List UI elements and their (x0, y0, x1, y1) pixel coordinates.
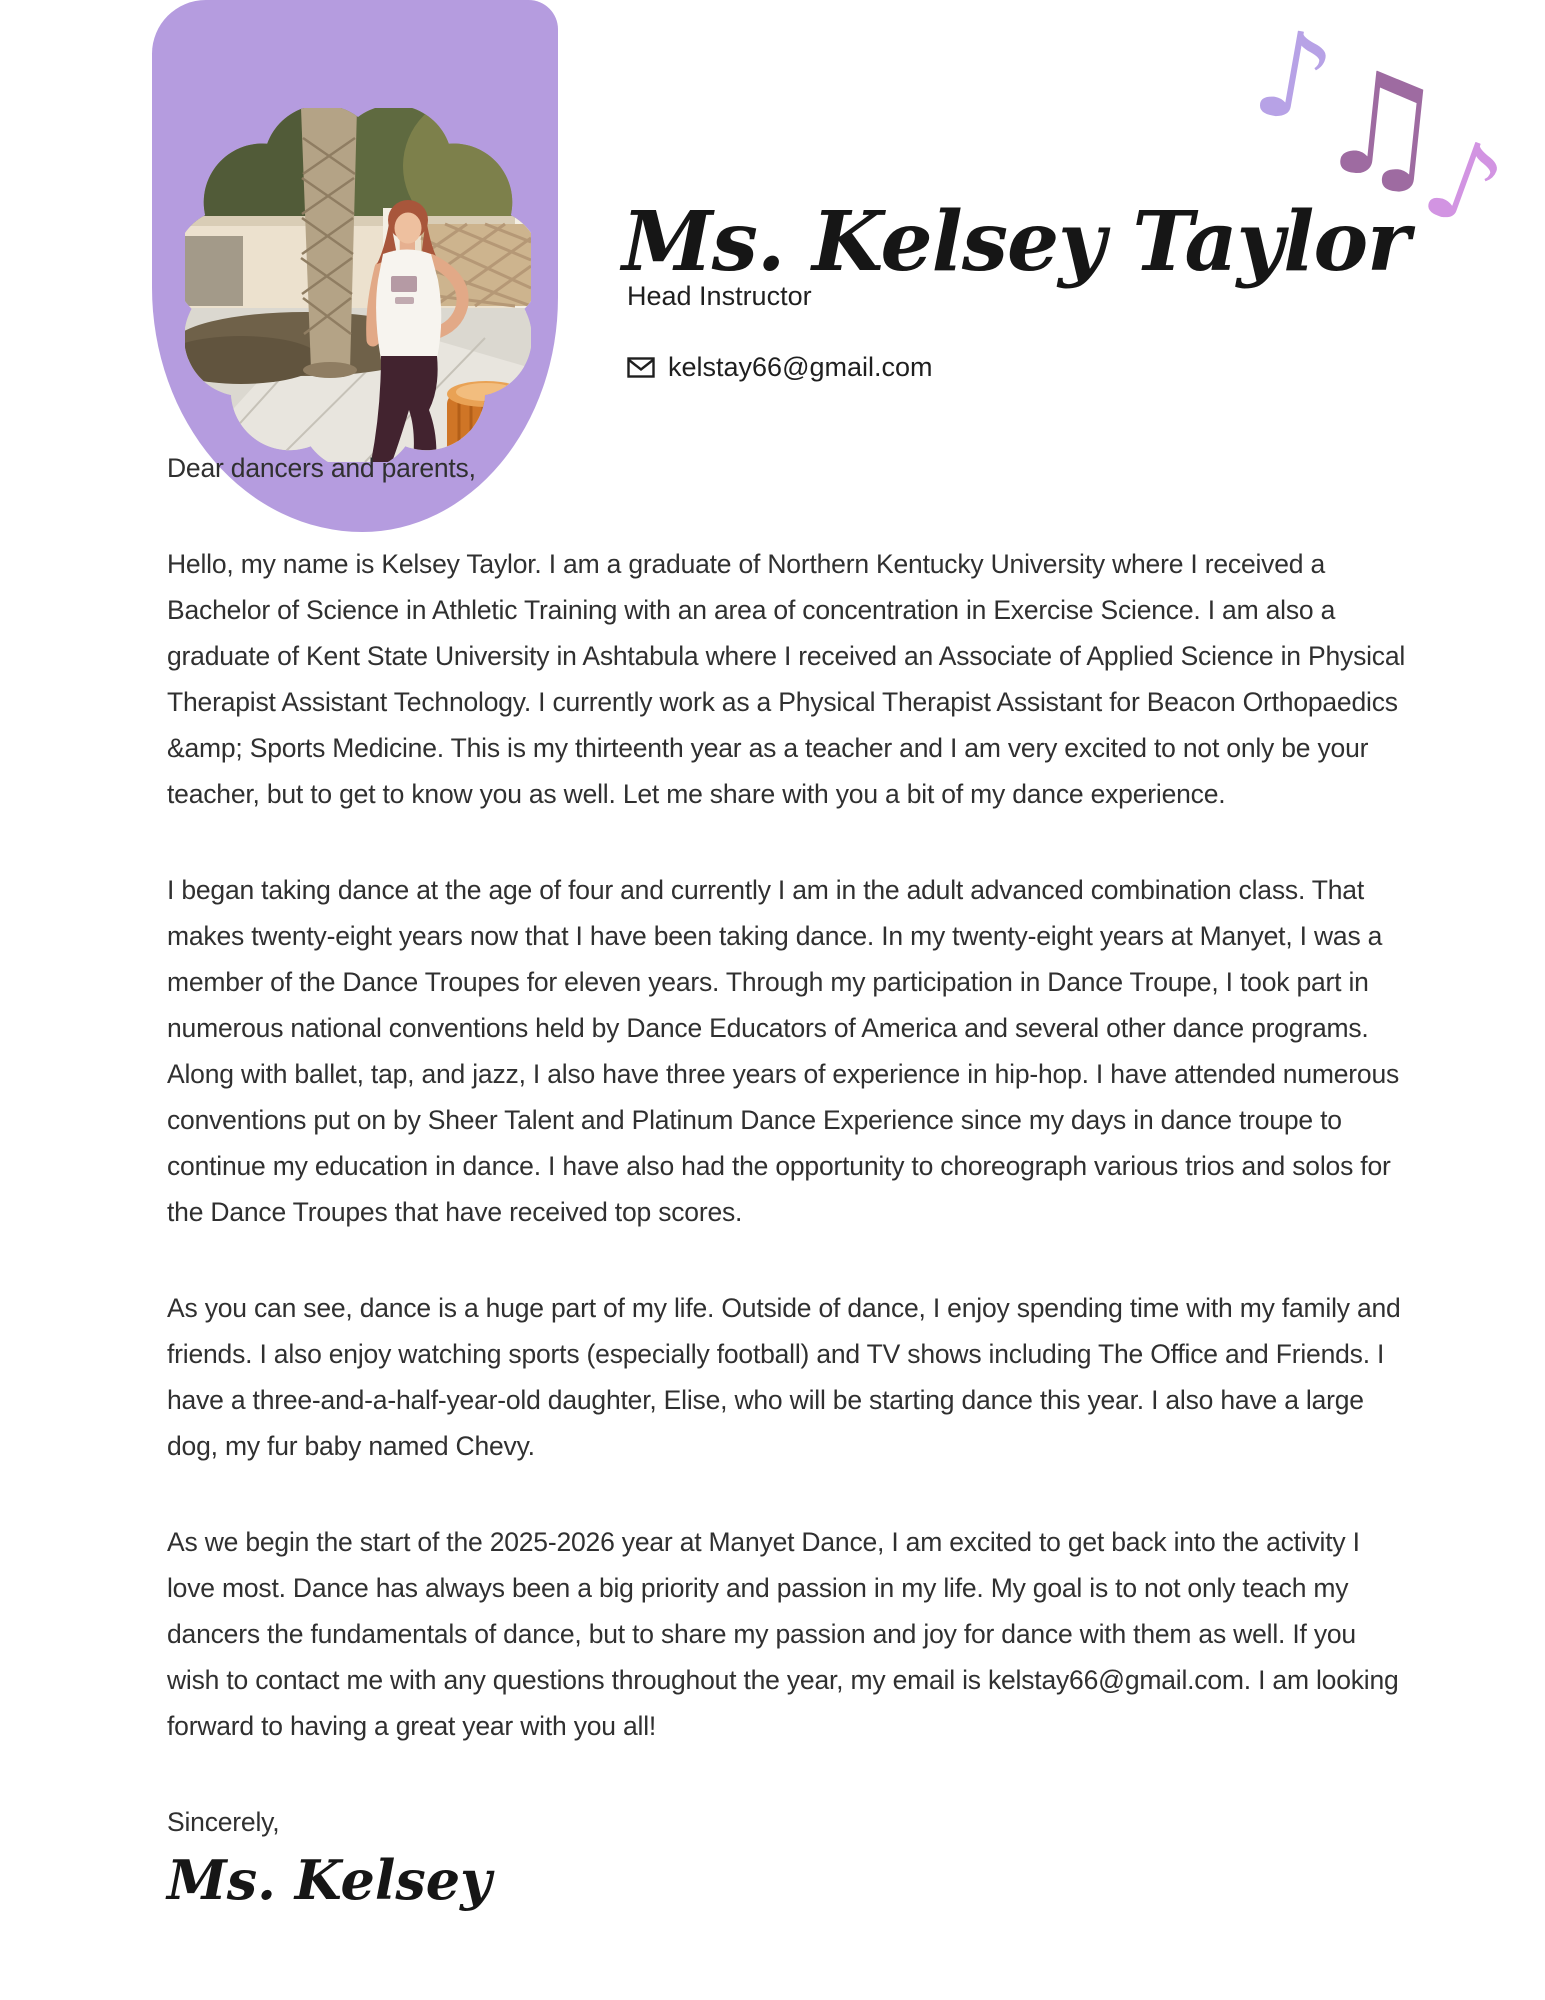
letter-paragraph: As we begin the start of the 2025-2026 year at Manyet Dance, I am excited to get back into the activity I love most. Dance has always been a big priority and passion in my life. My goal is to not only teach my dancers the fundamentals of dance, but to share my passion and joy for dance with them as well. If you wish to contact me with any questions throughout the year, my email is kelstay66@gmail.com. I am looking forward to having a great year with you all! (167, 1527, 1399, 1741)
letter-paragraph: As you can see, dance is a huge part of my life. Outside of dance, I enjoy spending time with my family and friends. I also enjoy watching sports (especially football) and TV shows including The Office and Friends. I have a three-and-a-half-year-old daughter, Elise, who will be starting dance this year. I also have a large dog, my fur baby named Chevy. (167, 1293, 1401, 1461)
music-note-icon: ♫ (1309, 37, 1454, 216)
music-note-icon: ♪ (1407, 110, 1520, 258)
music-note-icon: ♪ (1243, 2, 1344, 153)
signature: Ms. Kelsey (167, 1848, 492, 1912)
letter-paragraph: Hello, my name is Kelsey Taylor. I am a graduate of Northern Kentucky University where I received a Bachelor of Science in Athletic Training with an area of concentration in Exercise Science. I am also a graduate of Kent State University in Ashtabula where I received an Associate of Applied Science in Physical Therapist Assistant Technology. I currently work as a Physical Therapist Assistant for Beacon Orthopaedics &amp; Sports Medicine. This is my thirteenth year as a teacher and I am very excited to not only be your teacher, but to get to know you as well. Let me share with you a bit of my dance experience. (167, 549, 1406, 809)
email-address: kelstay66@gmail.com (668, 352, 933, 382)
letter-closing: Sincerely, (167, 1807, 280, 1837)
letter-paragraph: I began taking dance at the age of four and currently I am in the adult advanced combination class. That makes twenty-eight years now that I have been taking dance. In my twenty-eight years at Manyet, I was a member of the Dance Troupes for eleven years. Through my participation in Dance Troupe, I took part in numerous national conventions held by Dance Educators of America and several other dance programs. Along with ballet, tap, and jazz, I also have three years of experience in hip-hop. I have attended numerous conventions put on by Sheer Talent and Platinum Dance Experience since my days in dance troupe to continue my education in dance. I have also had the opportunity to choreograph various trios and solos for the Dance Troupes that have received top scores. (167, 875, 1400, 1227)
email-row (627, 352, 933, 383)
letter-body (167, 445, 1412, 1915)
instructor-name: Ms. Kelsey Taylor (622, 193, 1410, 290)
email-icon (627, 357, 655, 378)
instructor-title: Head Instructor (627, 281, 812, 311)
instructor-photo (185, 108, 531, 462)
letter-greeting: Dear dancers and parents, (167, 453, 476, 483)
